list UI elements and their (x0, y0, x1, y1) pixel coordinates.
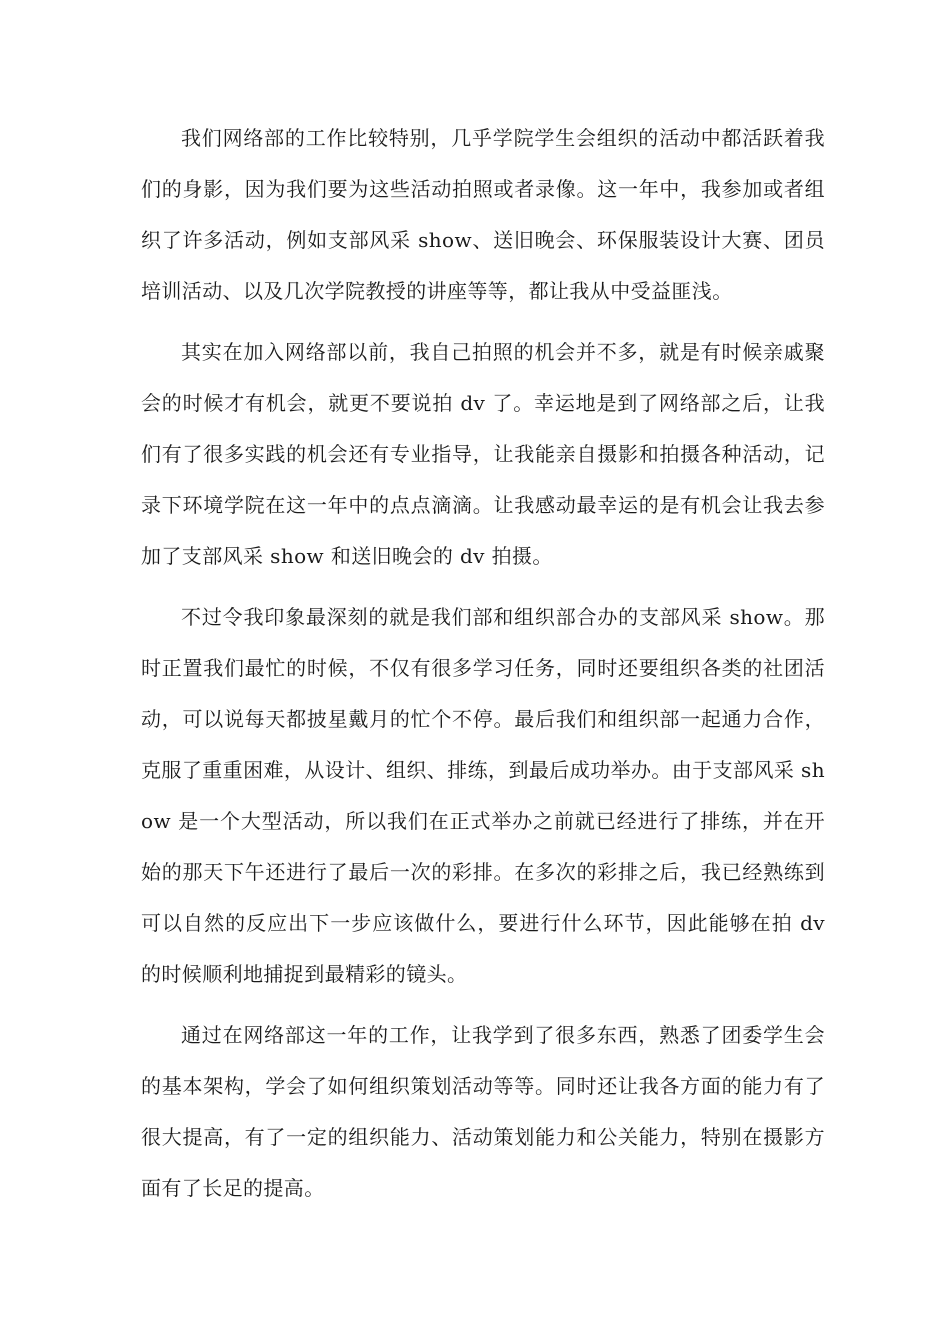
paragraph: 我们网络部的工作比较特别，几乎学院学生会组织的活动中都活跃着我们的身影，因为我们要为这些活动拍照或者录像。这一年中，我参加或者组织了许多活动，例如支部风采 show、送旧晚会、环保服装设计大赛、团员培训活动、以及几次学院教授的讲座等等，都让我从中受益匪浅。 (141, 126, 825, 303)
document-body (141, 113, 825, 1224)
paragraph: 不过令我印象最深刻的就是我们部和组织部合办的支部风采 show。那时正置我们最忙的时候，不仅有很多学习任务，同时还要组织各类的社团活动，可以说每天都披星戴月的忙个不停。最后我们和组织部一起通力合作，克服了重重困难，从设计、组织、排练，到最后成功举办。由于支部风采 show 是一个大型活动，所以我们在正式举办之前就已经进行了排练，并在开始的那天下午还进行了最后一次的彩排。在多次的彩排之后，我已经熟练到可以自然的反应出下一步应该做什么，要进行什么环节，因此能够在拍 dv 的时候顺利地捕捉到最精彩的镜头。 (141, 605, 825, 986)
paragraph: 通过在网络部这一年的工作，让我学到了很多东西，熟悉了团委学生会的基本架构，学会了如何组织策划活动等等。同时还让我各方面的能力有了很大提高，有了一定的组织能力、活动策划能力和公关能力，特别在摄影方面有了长足的提高。 (141, 1023, 825, 1200)
paragraph: 其实在加入网络部以前，我自己拍照的机会并不多，就是有时候亲戚聚会的时候才有机会，就更不要说拍 dv 了。幸运地是到了网络部之后，让我们有了很多实践的机会还有专业指导，让我能亲自摄影和拍摄各种活动，记录下环境学院在这一年中的点点滴滴。让我感动最幸运的是有机会让我去参加了支部风采 show 和送旧晚会的 dv 拍摄。 (141, 340, 825, 568)
